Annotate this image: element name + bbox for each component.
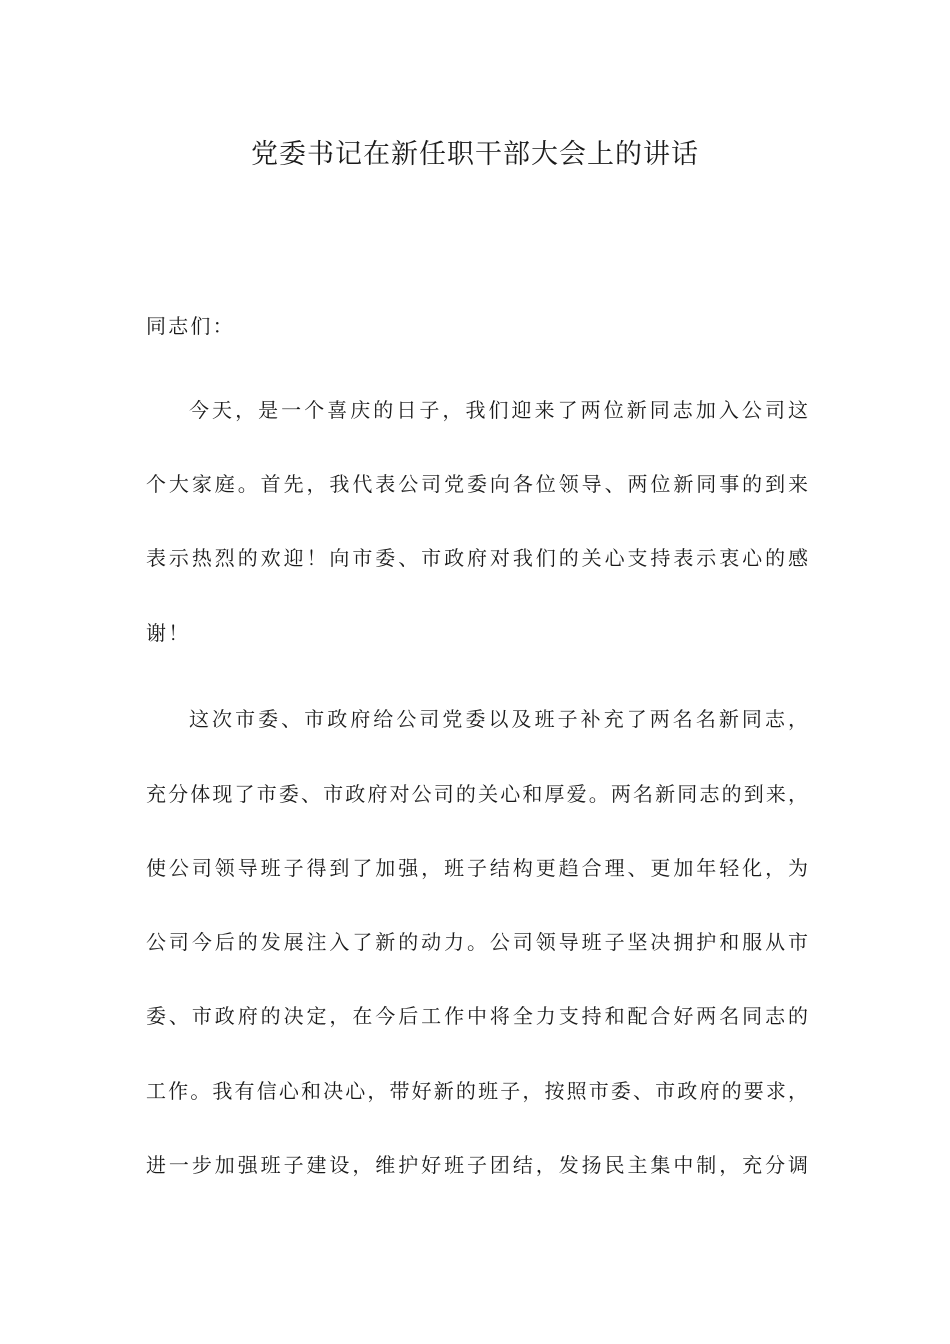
paragraph-line: 公司今后的发展注入了新的动力。公司领导班子坚决拥护和服从市 <box>146 930 808 954</box>
salutation: 同志们： <box>146 314 235 338</box>
paragraph-line: 委、市政府的决定，在今后工作中将全力支持和配合好两名同志的 <box>146 1004 808 1028</box>
document-title: 党委书记在新任职干部大会上的讲话 <box>251 139 699 170</box>
paragraph-line: 工作。我有信心和决心，带好新的班子，按照市委、市政府的要求， <box>146 1079 808 1103</box>
paragraph-line: 进一步加强班子建设，维护好班子团结，发扬民主集中制，充分调 <box>146 1153 808 1177</box>
paragraph-line: 谢！ <box>146 621 191 645</box>
paragraph-line: 充分体现了市委、市政府对公司的关心和厚爱。两名新同志的到来， <box>146 782 808 806</box>
paragraph-line: 这次市委、市政府给公司党委以及班子补充了两名名新同志， <box>189 707 808 731</box>
paragraph-line: 今天，是一个喜庆的日子，我们迎来了两位新同志加入公司这 <box>189 398 808 422</box>
paragraph-line: 个大家庭。首先，我代表公司党委向各位领导、两位新同事的到来 <box>146 472 808 496</box>
paragraph-line: 表示热烈的欢迎！向市委、市政府对我们的关心支持表示衷心的感 <box>146 546 808 570</box>
paragraph-line: 使公司领导班子得到了加强，班子结构更趋合理、更加年轻化，为 <box>146 856 808 880</box>
